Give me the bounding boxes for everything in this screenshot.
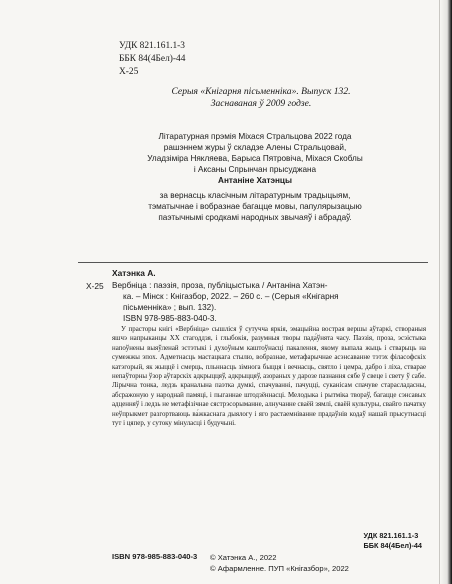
copyright-notices (210, 552, 349, 574)
prize-statement (92, 131, 418, 223)
divider-rule (78, 262, 428, 263)
prize-line: рашэннем журы ў складзе Алены Стральцовай, (163, 143, 347, 152)
copyright-author: © Хатэнка А., 2022 (210, 553, 277, 562)
series-line-2: Заснаваная ў 2009 годзе. (210, 98, 312, 109)
bbk-code: ББК 84(4Бел)-44 (119, 54, 186, 64)
bibliographic-record (112, 280, 422, 324)
biblio-line: пісьменніка» ; вып. 132). (123, 303, 217, 312)
series-note (100, 86, 422, 110)
laureate-name: Антаніне Хатэнцы (218, 176, 292, 185)
biblio-line: Вербніца : паэзія, проза, публіцыстыка / Антаніна Хатэн- (112, 281, 328, 290)
biblio-line: ка. – Мінск : Кнігазбор, 2022. – 260 с. – (Серыя «Кнігарня (123, 292, 339, 301)
book-spine-shadow (440, 0, 452, 584)
prize-reason-line: тэматычнае і вобразнае багацце мовы, папулярызацыю (148, 202, 362, 211)
prize-reason-line: паэтычнымі сродкамі народных звычаяў і абрадаў. (158, 213, 352, 222)
isbn: ISBN 978-985-883-040-3 (112, 552, 198, 561)
catalog-author: Хатэнка А. (112, 268, 156, 278)
prize-reason-line: за вернасць класічным літаратурным традыцыям, (159, 191, 351, 200)
bbk-code: ББК 84(4Бел)-44 (363, 540, 422, 550)
annotation-paragraph: У прасторы кнігі «Вербніца» сышліся ў сутучча яркія, эмацыйна вострая вершы аўтаркі, створаныя яшчэ напрыканцы XX стагоддзя, і глыбокія, разумныя творы пада́ўнята часу. Паэзія, проза, эсэістыка напоўнены выяўленай эстэтыкі і духоўным каштоўнасці пакалення, якому выпала жыць і стварыць на сумежжы эпох. Адметнасць мастацкага стылю, вобразнае, метафарычнае асэнсаванне тэтэх філасофскіх катэгорый, як жыццё і смерць, пльннасць зімнога быцця і вечнасць, святло і цемра, дабро і ліха, стварае непаўторны ўзор аўтарскіх адкрыццяў, адкрыццяў, азораных у дарозе пазнання сябе ў свеце і свету ў сабе. Лірычна тонка, ледзь краналына паэтка думкі, спачуванні, пачуцці, суканісам спачуве старасладасны, абсражоную у народнай памяці, і пыганнае штодзённасці. Мелодыка і рытміка твораў, багацце сэнсавых адценняў і ледзь не метафізічнае сястрэсорыманне, алнучанне сваёй зямлі, сваёй культуры, свайго пачатку неўпрыкмет разгортваюць ва́жкаснага дыялогу і яго растаемніванне прадаўнів кодаў нашай прысутнасці тут і цяпер, у сутоку мінуласці і будучыні. (112, 326, 426, 428)
prize-line: Літаратурная прэмія Міхася Стральцова 2022 года (158, 132, 352, 141)
annotation-text (112, 325, 426, 428)
biblio-isbn: ISBN 978-985-883-040-3. (123, 314, 217, 323)
prize-line: Уладзіміра Някляева, Барыса Пятровіча, Міхася Скоблы (147, 154, 363, 163)
classification-codes-repeat (364, 531, 423, 550)
author-mark: Х-25 (119, 67, 139, 77)
udk-code: УДК 821.161.1-3 (119, 41, 185, 51)
catalog-mark: Х-25 (86, 281, 104, 291)
udk-code: УДК 821.161.1-3 (363, 531, 419, 540)
series-line-1: Серыя «Кнігарня пісьменніка». Выпуск 132. (171, 86, 351, 97)
classification-codes (119, 40, 185, 79)
copyright-publisher: © Афармленне. ПУП «Кнігазбор», 2022 (210, 564, 349, 573)
prize-line: і Аксаны Спрынчан прысуджана (193, 165, 317, 174)
